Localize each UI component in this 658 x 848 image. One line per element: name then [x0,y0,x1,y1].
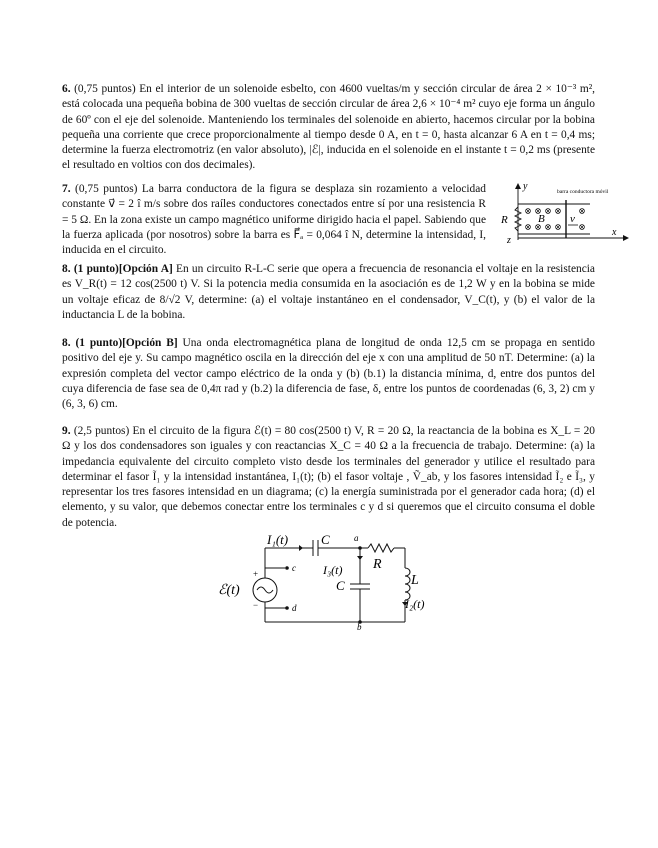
terminal-d-label: d [292,603,297,613]
rlc-circuit-figure [215,530,425,632]
plus-sign: + [253,569,259,579]
problem-number: 7. [62,183,71,195]
problem-7 [62,182,486,258]
moving-bar-figure [498,180,658,250]
node-b-label: b [357,622,362,632]
problem-heading: (1 punto)[Opción A] [73,263,173,275]
axis-z-label: z [507,235,511,246]
node-a-label: a [354,533,359,543]
problem-8-option-b [62,336,595,412]
current-i3-label: I₃(t) [323,563,343,577]
problem-number: 8. [62,337,71,349]
problem-6 [62,82,595,174]
emf-label: ℰ(t) [218,583,240,598]
minus-sign: − [253,600,259,610]
problem-text: En un circuito R-L-C serie que opera a frecuencia de resonancia el voltaje en la resistencia es V_R(t) = 12 cos(2500 t) V. Si la potencia media consumida en la asociación es de 1,2 W y en la bobina se mide un voltaje eficaz de 8/√2 V, determine: (a) el voltaje instantáneo en el condensador, V_C(t), y (b) el valor de la inductancia L de la bobina. [62,263,595,321]
velocity-label: v⃗ [570,213,584,225]
terminal-c-label: c [292,563,296,573]
resistor-label: R [501,214,508,226]
problem-text: Una onda electromagnética plana de longitud de onda 12,5 cm se propaga en sentido positivo del eje y. Su campo magnético oscila en la dirección del eje x con una amplitud de 50 nT. Determine: (a) la expresión completa del vector campo eléctrico de la onda y (b) (b.1) la distancia mínima, d, entre dos puntos del cuya diferencia de fase sea de 0,4π rad y (b.2) la diferencia de fase, δ, entre los puntos de coordenadas (6, 3, 2) cm y (6, 3, 6) cm. [62,337,595,411]
middle-capacitor-label: C [336,578,345,593]
top-capacitor-label: C [321,532,330,547]
axis-x-label: x [612,227,617,238]
problem-text: (2,5 puntos) En el circuito de la figura ℰ(t) = 80 cos(2500 t) V, R = 20 Ω, la reactancia de la bobina es X_L = 20 Ω y los dos condensadores son iguales y con reactancias X_C = 40 Ω a la frecuencia de trabajo. Determine: (a) la impedancia equivalente del circuito completo visto desde los terminales del generador y utilice el resultado para determinar el fasor Ĩ₁ y la intensidad instantánea, I₁(t); (b) el fasor voltaje , Ṽ_ab, y los fasores intensidad Ĩ₂ e Ĩ₃, y representar los tres fasores intensidad en un diagrama; (c) la energía suministrada por el generador cada hora; (d) el elemento, y su valor, que debemos conectar entre los terminales c y d si queremos que el circuito consuma el doble de potencia. [62,425,595,529]
resistor-label: R [373,557,382,572]
current-i1-label: I₁(t) [267,532,289,547]
problem-number: 9. [62,425,71,437]
problem-8-option-a [62,262,595,323]
field-label: B⃗ [538,213,554,225]
problem-9 [62,424,595,531]
axis-y-label: y [523,181,528,192]
problem-heading: (1 punto)[Opción B] [75,337,178,349]
problem-number: 8. [62,263,71,275]
current-i2-label: I₂(t) [405,597,425,611]
problem-number: 6. [62,83,71,95]
problem-text: (0,75 puntos) La barra conductora de la figura se desplaza sin rozamiento a velocidad constante v⃗ = 2 î m/s sobre dos raíles conductores conectados entre sí por una resistencia R = 5 Ω. En la zona existe un campo magnético uniforme dirigido hacia el papel. Sabiendo que la fuerza aplicada (por nosotros) sobre la barra es F⃗ₐ = 0,064 î N, determine la intensidad, I, inducida en el circuito. [62,183,486,257]
inductor-label: L [411,573,419,588]
problem-text: (0,75 puntos) En el interior de un solenoide esbelto, con 4600 vueltas/m y sección circular de área 2 × 10⁻³ m², está colocada una pequeña bobina de 300 vueltas de sección circular de área 2,6 × 10⁻⁴ m² cuyo eje forma un ángulo de 60º con el eje del solenoide. Manteniendo los terminales del solenoide en abierto, hacemos circular por la bobina pequeña una corriente que crece proporcionalmente al tiempo desde 0 A, en t = 0, hasta alcanzar 6 A en t = 0,4 ms; determine la fuerza electromotriz (en valor absoluto), |ℰ|, inducida en el solenoide en el instante t = 0,2 ms (presente el resultado en voltios con dos decimales). [62,83,595,172]
bar-label: barra conductora móvil [557,189,609,195]
